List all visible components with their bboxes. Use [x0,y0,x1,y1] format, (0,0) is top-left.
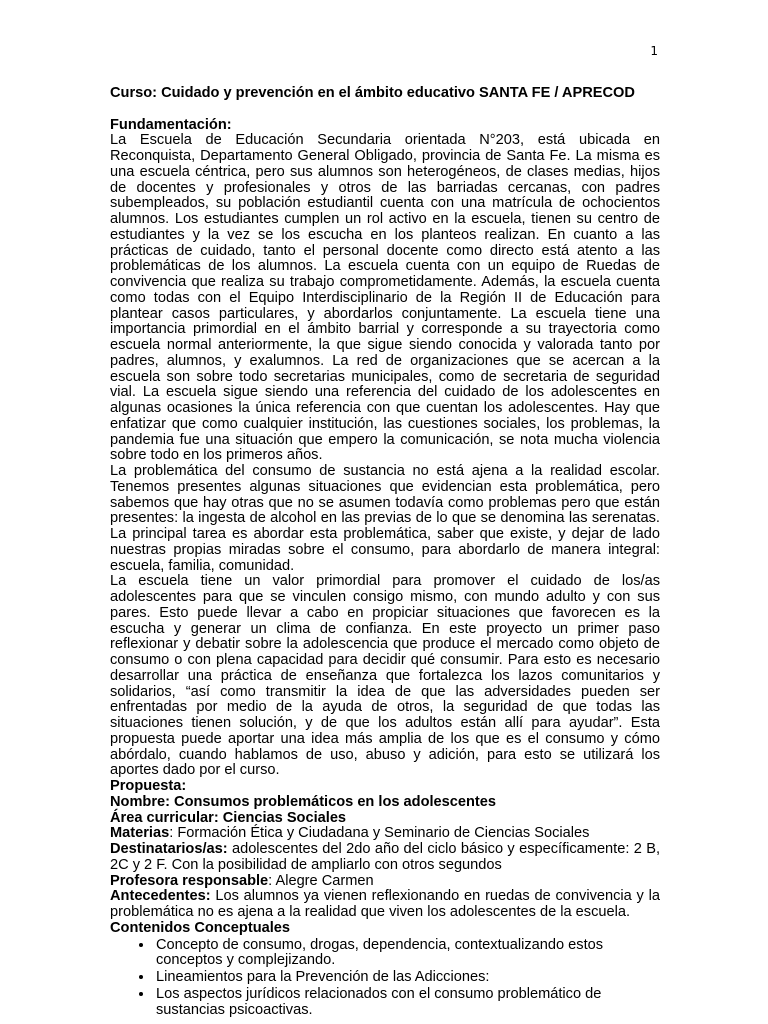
fundamentacion-paragraph-3: La escuela tiene un valor primordial para promover el cuidado de los/as adolescentes para que se vinculen consigo mismo, con mundo adulto y con sus pares. Esto puede llevar a cabo en propiciar situaciones que favorecen es la escucha y generar un clima de confianza. En este proyecto un primer paso reflexionar y debatir sobre la adolescencia que produce el mercado como objeto de consumo o con plena capacidad para decidir qué consumir. Para esto es necesario desarrollar una práctica de enseñanza que fortalezca los lazos comunitarios y solidarios, “así como transmitir la idea de que las adversidades pueden ser enfrentadas por medio de la ayuda de otros, la seguridad de que todas las situaciones tienen solución, y de que los adultos están allí para ayudar”. Esta propuesta puede aportar una idea más amplia de los que es el consumo y cómo abórdalo, cuando hablamos de uso, abuso y adición, para esto se utilizará los aportes dado por el curso. [110,573,660,779]
fundamentacion-paragraph-1: La Escuela de Educación Secundaria orientada N°203, está ubicada en Reconquista, Departamento General Obligado, provincia de Santa Fe. La misma es una escuela céntrica, pero sus alumnos son heterogéneos, de clases medias, hijos de docentes y profesionales y otros de las barriadas cercanas, con padres subempleados, su población estudiantil cuenta con una matrícula de ochocientos alumnos. Los estudiantes cumplen un rol activo en la escuela, tienen su centro de estudiantes y la vez se los escucha en los planteos realizan. En cuanto a las prácticas de cuidado, tanto el personal docente como directo está atento a las problemáticas de los alumnos. La escuela cuenta con un equipo de Ruedas de convivencia que realiza su trabajo comprometidamente. Además, la escuela cuenta como todas con el Equipo Interdisciplinario de la Región II de Educación para plantear casos particulares, y abordarlos conjuntamente. La escuela tiene una importancia primordial en el ámbito barrial y corresponde a su trayectoria como escuela normal anteriormente, la que sigue siendo conocida y valorada tanto por padres, alumnos, y exalumnos. La red de organizaciones que se acercan a la escuela son sobre todo secretarias municipales, como de secretaria de seguridad vial. La escuela sigue siendo una referencia del cuidado de los adolescentes en algunas ocasiones la única referencia con que cuentan los adolescentes. Hay que enfatizar que como cualquier institución, las cuestiones sociales, los problemas, la pandemia fue una situación que empero la comunicación, se nota mucha violencia sobre todo en los primeros años. [110,132,660,464]
materias-value: : Formación Ética y Ciudadana y Seminario de Ciencias Sociales [169,825,590,842]
materias-label: Materias [110,825,170,842]
destinatarios-value: adolescentes del 2do año del ciclo básico y específicamente: 2 B, 2C y 2 F. Con la posibilidad de ampliarlo con otros segundos [110,841,660,873]
nombre-field: Nombre: Consumos problemáticos en los adolescentes [110,793,497,810]
contenidos-heading: Contenidos Conceptuales [110,919,291,936]
propuesta-heading: Propuesta: [110,778,187,794]
materias-field [110,826,660,842]
course-title: Curso: Cuidado y prevención en el ámbito educativo SANTA FE / APRECOD [110,85,635,101]
antecedentes-field [110,889,660,921]
fundamentacion-heading: Fundamentación: [110,116,232,133]
destinatarios-label: Destinatarios/as: [110,841,228,857]
destinatarios-field [110,842,660,874]
area-curricular-field: Área curricular: Ciencias Sociales [110,809,347,826]
list-item: • Concepto de consumo, drogas, dependencia, contextualizando estos conceptos y complejizando. [154,938,660,970]
profesora-label: Profesora responsable [110,872,269,889]
profesora-field [110,874,660,890]
fundamentacion-paragraph-2: La problemática del consumo de sustancia no está ajena a la realidad escolar. Tenemos presentes algunas situaciones que evidencian esta problemática, pero sabemos que hay otras que no se asumen todavía como problemas pero que están presentes: la ingesta de alcohol en las previas de lo que se denomina las serenatas. La principal tarea es abordar esta problemática, saber que existe, y dejar de lado nuestras propias miradas sobre el consumo, para abordarlo de manera integral: escuela, familia, comunidad. [110,463,660,574]
list-item: • Los aspectos jurídicos relacionados con el consumo problemático de sustancias psicoactivas. [154,987,660,1019]
contenidos-list [110,938,660,1019]
spacer [110,102,660,118]
antecedentes-value: Los alumnos ya vienen reflexionando en ruedas de convivencia y la problemática no es ajena a la realidad que viven los adolescentes de la escuela. [110,888,660,920]
page-number: 1 [650,44,658,58]
profesora-value: : Alegre Carmen [268,872,374,889]
antecedentes-label: Antecedentes: [110,888,211,905]
list-item: • Lineamientos para la Prevención de las Adicciones: [154,970,660,986]
